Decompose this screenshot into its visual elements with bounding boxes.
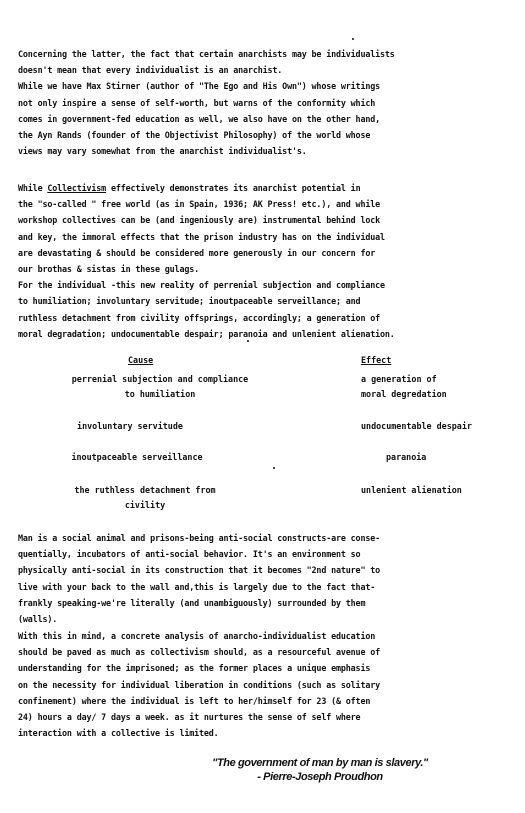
cause-cell-2	[60, 419, 200, 434]
prisons-line: Man is a social animal and prisons-being anti-social constructs-are conse-	[18, 533, 381, 543]
cause-cell-3	[52, 450, 222, 465]
cause-2-line-1: involuntary servitude	[77, 421, 183, 431]
collectivism-line: For the individual -this new reality of perrenial subjection and compliance	[18, 280, 385, 291]
scan-speck	[273, 467, 275, 469]
individualism-line: While we have Max Stirner (author of "The Ego and His Own") whose writings	[18, 81, 381, 92]
cause-cell-4	[55, 483, 235, 513]
paragraph-prisons	[18, 530, 510, 627]
effect-1-line-2: moral degredation	[361, 389, 447, 399]
collectivism-line: the "so-called " free world (as in Spain, 1936; AK Press! etc.), and while	[18, 199, 381, 210]
education-line: understanding for the imprisoned; as the former places a unique emphasis	[18, 663, 371, 674]
cause-3-line-1: inoutpaceable serveillance	[71, 452, 203, 462]
collectivism-line: our brothas & sistas in these gulags.	[18, 264, 200, 275]
prisons-line: quentially, incubators of anti-social behavior. It's an environment so	[18, 549, 361, 560]
collectivism-lines	[18, 196, 510, 342]
collectivism-first-line	[18, 180, 510, 196]
cause-cell-1	[60, 372, 260, 402]
cause-header: Cause	[128, 355, 154, 365]
scan-speck	[352, 38, 354, 40]
effect-4-line-1: unlenient alienation	[361, 485, 462, 495]
effect-cell-2	[361, 419, 472, 434]
education-line: should be paved as much as collectivism should, as a resourceful avenue of	[18, 647, 381, 658]
individualism-line: not only inspire a sense of self-worth, but warns of the conformity which	[18, 97, 376, 108]
paragraph-collectivism	[18, 180, 510, 342]
effect-cell-1	[361, 372, 447, 402]
education-line: interaction with a collective is limited.	[18, 728, 219, 739]
effect-header: Effect	[361, 355, 392, 365]
collectivism-term: Collectivism	[47, 183, 107, 193]
collectivism-line: and key, the immoral effects that the prison industry has on the individual	[18, 231, 385, 242]
prisons-line: (walls).	[18, 614, 58, 625]
education-line: on the necessity for individual liberation in conditions (such as solitary	[18, 679, 381, 690]
cause-4-line-2: civility	[124, 500, 166, 510]
individualism-line: Concerning the latter, the fact that certain anarchists may be individualists	[18, 49, 395, 59]
cause-4-line-1: the ruthless detachment from	[74, 485, 216, 495]
individualism-line: the Ayn Rands (founder of the Objectivist Philosophy) of the world whose	[18, 130, 371, 141]
effect-cell-4	[361, 483, 462, 498]
collectivism-line: workshop collectives can be (and ingeniously are) instrumental behind lock	[18, 215, 381, 226]
collectivism-line: moral degradation; undocumentable despair; paranoia and unlenient alienation.	[18, 328, 395, 339]
prisons-line: frankly speaking-we're literally (and unambiguously) surrounded by them	[18, 597, 366, 608]
collectivism-line: ruthless detachment from civility offsprings, accordingly; a generation of	[18, 312, 381, 323]
quote-author: - Pierre-Joseph Proudhon	[257, 771, 383, 783]
prisons-line: physically anti-social in its construction that it becomes "2nd nature" to	[18, 565, 381, 576]
effect-1-line-1: a generation of	[361, 374, 437, 384]
individualism-line: comes in government-fed education as well, we also have on the other hand,	[18, 113, 381, 124]
individualism-line: doesn't mean that every individualist is an anarchist.	[18, 65, 283, 76]
collectivism-line: are devastating & should be considered more generously in our concern for	[18, 247, 376, 258]
paragraph-education	[18, 628, 510, 741]
proudhon-quote	[200, 756, 440, 784]
paragraph-individualism	[18, 46, 510, 159]
education-line: With this in mind, a concrete analysis of anarcho-individualist education	[18, 631, 376, 641]
education-line: 24) hours a day/ 7 days a week. as it nurtures the sense of self where	[18, 712, 361, 723]
line-prefix: While	[18, 183, 48, 193]
effect-2-line-1: undocumentable despair	[361, 421, 472, 431]
collectivism-line: to humiliation; involuntary servitude; inoutpaceable serveillance; and	[18, 296, 361, 307]
prisons-line: live with your back to the wall and,this is largely due to the fact that-	[18, 581, 376, 592]
cause-1-line-2: to humiliation	[124, 389, 196, 399]
scan-speck	[247, 340, 249, 342]
effect-3-line-1: paranoia	[386, 452, 427, 462]
cause-1-line-1: perrenial subjection and compliance	[71, 374, 249, 384]
individualism-line: views may vary somewhat from the anarchist individualist's.	[18, 146, 307, 157]
education-line: confinement) where the individual is left to her/himself for 23 (& often	[18, 695, 371, 706]
effect-cell-3	[386, 450, 426, 465]
line-suffix: effectively demonstrates its anarchist potential in	[106, 183, 361, 193]
quote-text: "The government of man by man is slavery."	[212, 757, 428, 769]
